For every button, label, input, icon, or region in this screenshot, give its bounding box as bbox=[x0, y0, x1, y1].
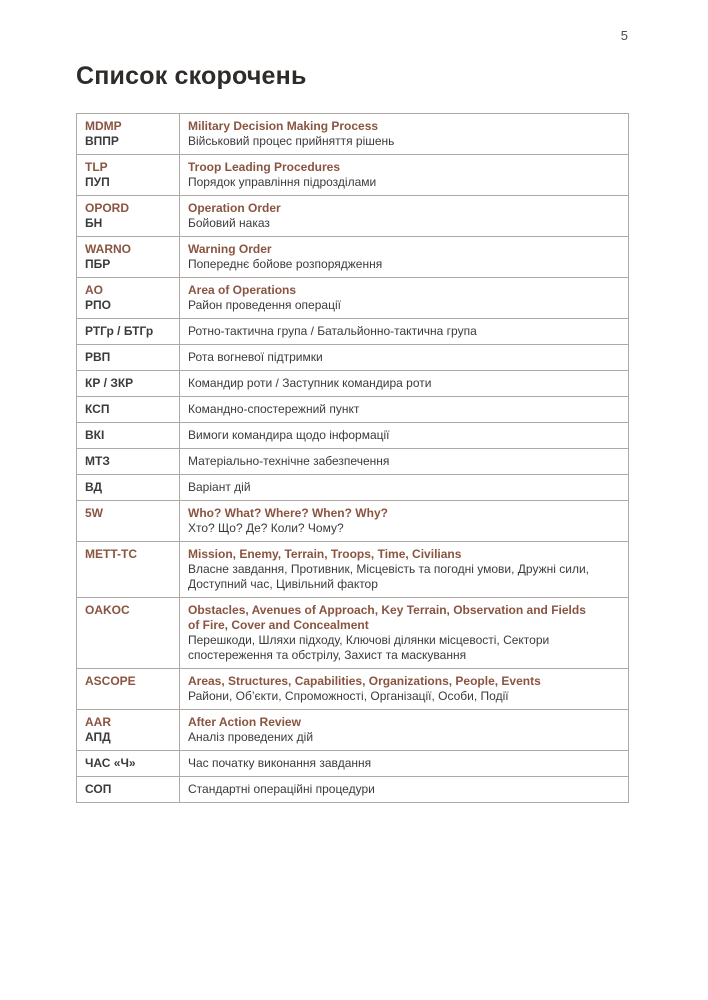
definition-text: Райони, Об’єкти, Спроможності, Організації, Особи, Події bbox=[188, 689, 509, 703]
definition-text: Хто? Що? Де? Коли? Чому? bbox=[188, 521, 344, 535]
definition-cell bbox=[180, 155, 629, 196]
definition-cell bbox=[180, 237, 629, 278]
abbreviation-cell bbox=[77, 777, 180, 803]
table-row bbox=[77, 542, 629, 598]
definition-text: Час початку виконання завдання bbox=[188, 756, 372, 770]
abbreviation-text: ASCOPE bbox=[85, 674, 136, 688]
definition-text: of Fire, Cover and Concealment bbox=[188, 618, 369, 632]
abbreviation-cell bbox=[77, 751, 180, 777]
table-row bbox=[77, 114, 629, 155]
table-row bbox=[77, 501, 629, 542]
abbreviation-text: AO bbox=[85, 283, 103, 297]
table-row bbox=[77, 449, 629, 475]
definition-text: Рота вогневої підтримки bbox=[188, 350, 323, 364]
table-row bbox=[77, 777, 629, 803]
abbreviation-text: ПУП bbox=[85, 175, 110, 189]
definition-text: Порядок управління підрозділами bbox=[188, 175, 377, 189]
definition-cell bbox=[180, 598, 629, 669]
definition-cell bbox=[180, 196, 629, 237]
table-row bbox=[77, 237, 629, 278]
table-row bbox=[77, 397, 629, 423]
definition-text: Командно-спостережний пункт bbox=[188, 402, 360, 416]
definition-text: Бойовий наказ bbox=[188, 216, 270, 230]
table-row bbox=[77, 598, 629, 669]
definition-text: Перешкоди, Шляхи підходу, Ключові ділянки місцевості, Сектори bbox=[188, 633, 550, 647]
abbreviation-cell bbox=[77, 449, 180, 475]
definition-text: Аналіз проведених дій bbox=[188, 730, 314, 744]
table-row bbox=[77, 475, 629, 501]
definition-text: Вимоги командира щодо інформації bbox=[188, 428, 390, 442]
abbreviation-text: МТЗ bbox=[85, 454, 110, 468]
definition-text: Area of Operations bbox=[188, 283, 297, 297]
abbreviation-text: ВППР bbox=[85, 134, 119, 148]
abbreviation-text: РПО bbox=[85, 298, 111, 312]
definition-text: спостереження та обстрілу, Захист та маскування bbox=[188, 648, 467, 662]
definition-text: Ротно-тактична група / Батальйонно-тактична група bbox=[188, 324, 477, 338]
abbreviation-text: METT-TC bbox=[85, 547, 137, 561]
abbreviation-text: TLP bbox=[85, 160, 108, 174]
abbreviation-text: БН bbox=[85, 216, 103, 230]
abbreviation-text: КР / ЗКР bbox=[85, 376, 134, 390]
table-row bbox=[77, 710, 629, 751]
abbreviation-cell bbox=[77, 114, 180, 155]
abbreviations-table bbox=[76, 113, 629, 803]
definition-cell bbox=[180, 278, 629, 319]
table-row bbox=[77, 319, 629, 345]
page-number: 5 bbox=[620, 28, 628, 43]
abbreviation-text: ПБР bbox=[85, 257, 111, 271]
abbreviation-text: СОП bbox=[85, 782, 112, 796]
definition-cell bbox=[180, 751, 629, 777]
definition-cell bbox=[180, 397, 629, 423]
definition-text: Командир роти / Заступник командира роти bbox=[188, 376, 432, 390]
abbreviation-cell bbox=[77, 345, 180, 371]
abbreviation-text: АПД bbox=[85, 730, 111, 744]
table-row bbox=[77, 751, 629, 777]
definition-text: Operation Order bbox=[188, 201, 281, 215]
abbreviation-cell bbox=[77, 423, 180, 449]
abbreviation-cell bbox=[77, 196, 180, 237]
definition-text: Варіант дій bbox=[188, 480, 251, 494]
definition-text: Military Decision Making Process bbox=[188, 119, 379, 133]
definition-text: Матеріально-технічне забезпечення bbox=[188, 454, 390, 468]
abbreviation-cell bbox=[77, 397, 180, 423]
abbreviation-text: РТГр / БТГр bbox=[85, 324, 154, 338]
definition-text: Район проведення операції bbox=[188, 298, 341, 312]
definition-text: Warning Order bbox=[188, 242, 272, 256]
abbreviation-cell bbox=[77, 501, 180, 542]
page-title: Список скорочень bbox=[76, 62, 307, 90]
abbreviation-cell bbox=[77, 371, 180, 397]
abbr-table-body bbox=[77, 114, 629, 803]
abbreviation-cell bbox=[77, 669, 180, 710]
table-row bbox=[77, 423, 629, 449]
table-row bbox=[77, 278, 629, 319]
definition-text: Власне завдання, Противник, Місцевість та погодні умови, Дружні сили, bbox=[188, 562, 589, 576]
definition-cell bbox=[180, 319, 629, 345]
abbreviation-text: MDMP bbox=[85, 119, 122, 133]
abbreviation-text: OAKOC bbox=[85, 603, 130, 617]
abbreviation-cell bbox=[77, 155, 180, 196]
abbreviation-text: ВКІ bbox=[85, 428, 105, 442]
abbreviation-text: 5W bbox=[85, 506, 103, 520]
definition-text: After Action Review bbox=[188, 715, 301, 729]
table-row bbox=[77, 371, 629, 397]
abbreviation-text: ВД bbox=[85, 480, 103, 494]
abbreviation-text: WARNO bbox=[85, 242, 131, 256]
abbreviation-text: КСП bbox=[85, 402, 110, 416]
abbreviation-text: РВП bbox=[85, 350, 111, 364]
abbreviation-cell bbox=[77, 237, 180, 278]
abbreviation-text: AAR bbox=[85, 715, 111, 729]
abbreviation-cell bbox=[77, 475, 180, 501]
abbreviation-cell bbox=[77, 598, 180, 669]
definition-cell bbox=[180, 501, 629, 542]
definition-text: Areas, Structures, Capabilities, Organizations, People, Events bbox=[188, 674, 541, 688]
abbreviation-cell bbox=[77, 710, 180, 751]
abbreviation-cell bbox=[77, 319, 180, 345]
table-row bbox=[77, 196, 629, 237]
table-row bbox=[77, 155, 629, 196]
abbreviation-text: OPORD bbox=[85, 201, 130, 215]
definition-text: Стандартні операційні процедури bbox=[188, 782, 375, 796]
table-row bbox=[77, 345, 629, 371]
definition-text: Troop Leading Procedures bbox=[188, 160, 341, 174]
table-row bbox=[77, 669, 629, 710]
definition-text: Попереднє бойове розпорядження bbox=[188, 257, 383, 271]
definition-cell bbox=[180, 710, 629, 751]
definition-cell bbox=[180, 542, 629, 598]
definition-cell bbox=[180, 777, 629, 803]
definition-cell bbox=[180, 669, 629, 710]
definition-cell bbox=[180, 423, 629, 449]
definition-cell bbox=[180, 371, 629, 397]
definition-text: Obstacles, Avenues of Approach, Key Terrain, Observation and Fields bbox=[188, 603, 586, 617]
abbreviation-cell bbox=[77, 278, 180, 319]
definition-text: Військовий процес прийняття рішень bbox=[188, 134, 395, 148]
definition-text: Mission, Enemy, Terrain, Troops, Time, Civilians bbox=[188, 547, 462, 561]
definition-cell bbox=[180, 345, 629, 371]
definition-cell bbox=[180, 114, 629, 155]
definition-text: Доступний час, Цивільний фактор bbox=[188, 577, 378, 591]
abbreviation-cell bbox=[77, 542, 180, 598]
definition-cell bbox=[180, 449, 629, 475]
abbreviation-text: ЧАС «Ч» bbox=[85, 756, 136, 770]
definition-cell bbox=[180, 475, 629, 501]
definition-text: Who? What? Where? When? Why? bbox=[188, 506, 388, 520]
